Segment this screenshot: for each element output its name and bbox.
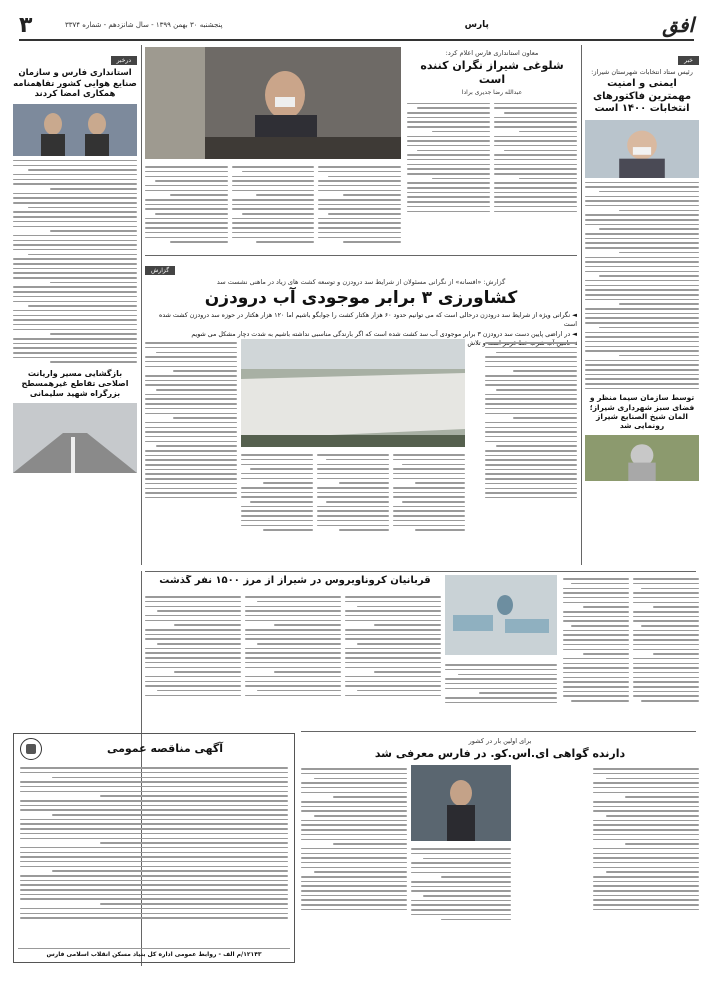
article-author: عبدالله رضا جدیری برادا <box>461 88 523 96</box>
article-body <box>585 182 699 390</box>
tender-ad <box>13 733 295 963</box>
report-tag: گزارش <box>145 266 175 275</box>
article-body <box>411 845 511 923</box>
newspaper-logo: افق <box>662 13 694 37</box>
agreement-photo <box>13 104 137 156</box>
article-body <box>593 768 699 910</box>
report-kicker: گزارش: «افسانه» از نگرانی مسئولان از شرایط سد درودزن و توسعه کشت های زیاد در ماهنی نشست سد <box>216 278 506 286</box>
article-body <box>13 160 137 363</box>
page-number: ۳ <box>19 12 33 38</box>
article-body <box>245 593 341 699</box>
news-tag: خبر <box>678 56 699 65</box>
top-center-block <box>145 47 577 253</box>
ad-footer: ۱۲۱۴۳/م الف - روابط عمومی اداره کل بنیاد مسکن انقلاب اسلامی فارس <box>18 948 290 958</box>
certificate-photo <box>411 765 511 841</box>
hospital-photo <box>445 575 557 655</box>
date-line: پنجشنبه ۳۰ بهمن ۱۳۹۹ - سال شانزدهم - شماره ۳۳۷۴ <box>65 21 223 29</box>
article-body <box>317 451 389 534</box>
article-title: استانداری فارس و سازمان صنایع هوایی کشور تفاهمنامه همکاری امضا کردند <box>13 68 137 100</box>
article-body <box>407 100 490 216</box>
article-kicker: برای اولین بار در کشور <box>468 737 532 745</box>
article-body <box>345 593 441 699</box>
ad-body <box>14 767 294 919</box>
ad-title: آگهی مناقصه عمومی <box>106 742 224 756</box>
report-lead: ◄ نگرانی ویژه از شرایط سد درودزن درحالی است که می توانیم حدود ۶۰ هزار هکتار کشت را جوابگو باشیم اما ۱۲۰ هزار هکتار در حوزه سد درودزن کشت شده است <box>159 312 577 329</box>
article-body <box>445 661 557 706</box>
article-body <box>232 163 315 246</box>
corona-block <box>145 575 699 727</box>
article-body <box>318 163 401 246</box>
article-title: ایمنی و امنیت مهمترین فاکتورهای انتخابات ۱۴۰۰ است <box>592 78 692 114</box>
cert-block <box>301 735 699 971</box>
section-name: پارس <box>464 20 489 30</box>
article-title: شلوغی شیراز نگران کننده است <box>420 59 564 86</box>
article-body <box>563 575 629 705</box>
article-body <box>145 593 241 699</box>
report-title: کشاورزی ۳ برابر موجودی آب درودزن <box>204 288 518 308</box>
meeting-photo <box>145 47 401 159</box>
statue-photo <box>585 435 699 481</box>
article-body <box>145 339 237 502</box>
column-divider <box>141 45 142 565</box>
column-divider <box>581 45 582 565</box>
article-body <box>485 339 577 502</box>
report-block <box>145 255 577 567</box>
official-photo <box>585 120 699 178</box>
dam-photo <box>241 339 465 447</box>
news-tag: درخبر <box>111 56 137 65</box>
report-lead: تلاش <box>467 339 481 347</box>
report-lead: ◄ در اراضی پایین دست سد درودزن ۳ برابر موجودی آب سد کشت شده است که اگر بارندگی مناسبی نداشته باشیم به شدت دچار مشکل می شویم <box>191 330 577 338</box>
article-body <box>393 451 465 534</box>
article-body <box>633 575 699 705</box>
article-title: توسط سازمان سیما منظر و فضای سبز شهرداری شیراز؛ المان شیخ الصنایع شیراز رونمایی شد <box>589 393 695 431</box>
article-body <box>241 451 313 534</box>
right-column <box>585 47 699 567</box>
article-body <box>301 768 407 910</box>
article-body <box>494 100 577 216</box>
article-title: دارنده گواهی ای.اس.کو. در فارس معرفی شد <box>374 747 626 760</box>
article-body <box>145 163 228 246</box>
left-column <box>13 47 137 567</box>
article-kicker: معاون استانداری فارس اعلام کرد: <box>445 49 539 57</box>
page-header <box>19 11 694 41</box>
highway-photo <box>13 403 137 473</box>
article-title: بازگشایی مسیر واریانت اصلاحی تقاطع غیرهمسطح بزرگراه شهید سلیمانی <box>21 368 129 398</box>
article-kicker: رئیس ستاد انتخابات شهرستان شیراز: <box>591 68 693 76</box>
foundation-logo-icon <box>20 738 42 760</box>
article-title: قربانیان کروناویروس در شیراز از مرز ۱۵۰۰ نفر گذشت <box>159 575 431 586</box>
